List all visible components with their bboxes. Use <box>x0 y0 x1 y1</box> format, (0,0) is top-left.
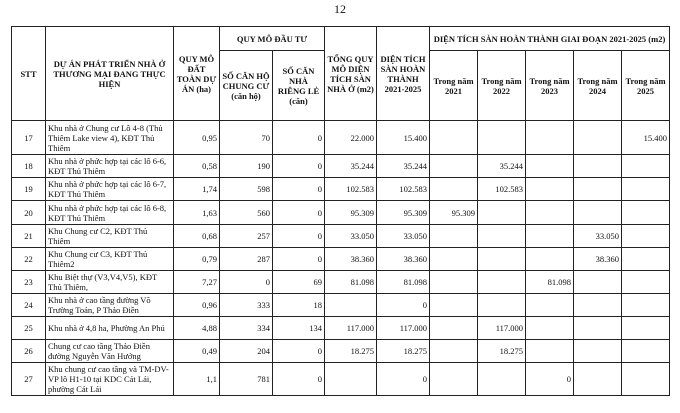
year-2023-cell <box>526 340 574 363</box>
year-2023-cell <box>526 155 574 178</box>
land-area-cell: 0,96 <box>174 294 220 317</box>
completed-floor-cell: 33.050 <box>377 225 430 248</box>
year-2021-cell <box>430 340 478 363</box>
header-apartments: SỐ CĂN HỘ CHUNG CƯ (căn hộ) <box>220 51 273 121</box>
apartments-cell: 70 <box>220 121 273 155</box>
total-floor-cell: 95.309 <box>325 201 377 225</box>
table-row <box>12 225 670 248</box>
year-2021-cell: 95.309 <box>430 201 478 225</box>
completed-floor-cell: 35.244 <box>377 155 430 178</box>
year-2022-cell <box>478 225 526 248</box>
apartments-cell: 560 <box>220 201 273 225</box>
year-2023-cell <box>526 294 574 317</box>
completed-floor-cell: 102.583 <box>377 178 430 201</box>
year-2025-cell <box>622 201 670 225</box>
stt-cell: 25 <box>12 317 46 340</box>
stt-cell: 26 <box>12 340 46 363</box>
year-2022-cell: 117.000 <box>478 317 526 340</box>
stt-cell: 24 <box>12 294 46 317</box>
year-2021-cell <box>430 317 478 340</box>
table-row <box>12 317 670 340</box>
land-area-cell: 0,95 <box>174 121 220 155</box>
total-floor-cell: 102.583 <box>325 178 377 201</box>
year-2024-cell <box>574 121 622 155</box>
page-number: 12 <box>334 2 346 16</box>
stt-cell: 18 <box>12 155 46 178</box>
year-2023-cell <box>526 225 574 248</box>
header-year-2025: Trong năm 2025 <box>622 51 670 121</box>
year-2022-cell <box>478 121 526 155</box>
apartments-cell: 204 <box>220 340 273 363</box>
year-2021-cell <box>430 178 478 201</box>
apartments-cell: 598 <box>220 178 273 201</box>
year-2022-cell: 18.275 <box>478 340 526 363</box>
year-2024-cell: 38.360 <box>574 248 622 271</box>
houses-cell: 0 <box>273 225 325 248</box>
houses-cell: 69 <box>273 271 325 294</box>
completed-floor-cell: 0 <box>377 363 430 396</box>
apartments-cell: 333 <box>220 294 273 317</box>
project-name-cell: Khu nhà ở phức hợp tại các lô 6-7, KĐT Thủ Thiêm <box>46 178 174 201</box>
header-stage: DIỆN TÍCH SÀN HOÀN THÀNH GIAI ĐOẠN 2021-2025 (m2) <box>430 27 670 51</box>
project-name-cell: Khu nhà ở phức hợp tại các lô 6-6, KĐT Thủ Thiêm <box>46 155 174 178</box>
apartments-cell: 287 <box>220 248 273 271</box>
header-year-2022: Trong năm 2022 <box>478 51 526 121</box>
table-row <box>12 363 670 396</box>
year-2025-cell: 15.400 <box>622 121 670 155</box>
year-2025-cell <box>622 248 670 271</box>
total-floor-cell: 38.360 <box>325 248 377 271</box>
year-2025-cell <box>622 271 670 294</box>
completed-floor-cell: 15.400 <box>377 121 430 155</box>
houses-cell: 134 <box>273 317 325 340</box>
year-2024-cell <box>574 178 622 201</box>
apartments-cell: 190 <box>220 155 273 178</box>
year-2023-cell <box>526 248 574 271</box>
year-2023-cell: 81.098 <box>526 271 574 294</box>
year-2024-cell <box>574 294 622 317</box>
land-area-cell: 0,49 <box>174 340 220 363</box>
project-name-cell: Khu Chung cư C2, KĐT Thủ Thiêm <box>46 225 174 248</box>
year-2021-cell <box>430 155 478 178</box>
land-area-cell: 0,79 <box>174 248 220 271</box>
header-investment-scale: QUY MÔ ĐẦU TƯ <box>220 27 325 51</box>
header-project: DỰ ÁN PHÁT TRIỂN NHÀ Ở THƯƠNG MẠI ĐANG THỰC HIỆN <box>46 27 174 121</box>
year-2021-cell <box>430 294 478 317</box>
year-2022-cell <box>478 294 526 317</box>
header-year-2023: Trong năm 2023 <box>526 51 574 121</box>
land-area-cell: 0,68 <box>174 225 220 248</box>
project-name-cell: Khu nhà ở Chung cư Lô 4-8 (Thủ Thiêm Lake view 4), KĐT Thủ Thiêm <box>46 121 174 155</box>
year-2021-cell <box>430 363 478 396</box>
total-floor-cell: 81.098 <box>325 271 377 294</box>
year-2025-cell <box>622 155 670 178</box>
year-2022-cell: 102.583 <box>478 178 526 201</box>
year-2024-cell <box>574 363 622 396</box>
stt-cell: 19 <box>12 178 46 201</box>
houses-cell: 18 <box>273 294 325 317</box>
houses-cell: 0 <box>273 363 325 396</box>
total-floor-cell: 18.275 <box>325 340 377 363</box>
houses-cell: 0 <box>273 155 325 178</box>
year-2023-cell: 0 <box>526 363 574 396</box>
apartments-cell: 257 <box>220 225 273 248</box>
apartments-cell: 781 <box>220 363 273 396</box>
year-2023-cell <box>526 178 574 201</box>
year-2022-cell <box>478 363 526 396</box>
year-2025-cell <box>622 294 670 317</box>
year-2025-cell <box>622 178 670 201</box>
land-area-cell: 7,27 <box>174 271 220 294</box>
table-row <box>12 271 670 294</box>
completed-floor-cell: 38.360 <box>377 248 430 271</box>
total-floor-cell <box>325 363 377 396</box>
year-2021-cell <box>430 271 478 294</box>
total-floor-cell <box>325 294 377 317</box>
completed-floor-cell: 95.309 <box>377 201 430 225</box>
land-area-cell: 4,88 <box>174 317 220 340</box>
table-row <box>12 340 670 363</box>
year-2023-cell <box>526 317 574 340</box>
completed-floor-cell: 0 <box>377 294 430 317</box>
year-2024-cell: 33.050 <box>574 225 622 248</box>
year-2024-cell <box>574 155 622 178</box>
apartments-cell: 334 <box>220 317 273 340</box>
apartments-cell: 0 <box>220 271 273 294</box>
stt-cell: 23 <box>12 271 46 294</box>
year-2022-cell <box>478 271 526 294</box>
year-2024-cell <box>574 201 622 225</box>
header-year-2021: Trong năm 2021 <box>430 51 478 121</box>
stt-cell: 20 <box>12 201 46 225</box>
houses-cell: 0 <box>273 340 325 363</box>
project-name-cell: Khu nhà ở cao tầng đường Võ Trường Toản, P Thảo Điền <box>46 294 174 317</box>
year-2022-cell <box>478 248 526 271</box>
stt-cell: 17 <box>12 121 46 155</box>
houses-cell: 0 <box>273 248 325 271</box>
project-name-cell: Khu nhà ở 4,8 ha, Phường An Phú <box>46 317 174 340</box>
year-2021-cell <box>430 225 478 248</box>
year-2022-cell: 35.244 <box>478 155 526 178</box>
land-area-cell: 1,63 <box>174 201 220 225</box>
total-floor-cell: 35.244 <box>325 155 377 178</box>
year-2023-cell <box>526 201 574 225</box>
year-2024-cell <box>574 317 622 340</box>
table-body <box>12 121 670 396</box>
project-name-cell: Chung cư cao tầng Thảo Điền đường Nguyễn Văn Hưởng <box>46 340 174 363</box>
year-2021-cell <box>430 121 478 155</box>
year-2021-cell <box>430 248 478 271</box>
completed-floor-cell: 117.000 <box>377 317 430 340</box>
land-area-cell: 1,1 <box>174 363 220 396</box>
year-2025-cell <box>622 225 670 248</box>
land-area-cell: 1,74 <box>174 178 220 201</box>
year-2025-cell <box>622 317 670 340</box>
header-houses: SỐ CĂN NHÀ RIÊNG LẺ (căn) <box>273 51 325 121</box>
stt-cell: 27 <box>12 363 46 396</box>
table-row <box>12 248 670 271</box>
year-2023-cell <box>526 121 574 155</box>
year-2024-cell <box>574 340 622 363</box>
houses-cell: 0 <box>273 178 325 201</box>
completed-floor-cell: 81.098 <box>377 271 430 294</box>
table-row <box>12 155 670 178</box>
table-row <box>12 178 670 201</box>
stt-cell: 22 <box>12 248 46 271</box>
total-floor-cell: 117.000 <box>325 317 377 340</box>
header-year-2024: Trong năm 2024 <box>574 51 622 121</box>
table-row <box>12 121 670 155</box>
total-floor-cell: 22.000 <box>325 121 377 155</box>
table-row <box>12 294 670 317</box>
project-name-cell: Khu chung cư cao tầng và TM-DV-VP lô H1-10 tại KDC Cát Lái, phường Cát Lái <box>46 363 174 396</box>
year-2022-cell <box>478 201 526 225</box>
header-total-floor: TỔNG QUY MÔ DIỆN TÍCH SÀN NHÀ Ở (m2) <box>325 27 377 121</box>
project-name-cell: Khu nhà ở phức hợp tại các lô 6-8, KĐT Thủ Thiêm <box>46 201 174 225</box>
year-2025-cell <box>622 340 670 363</box>
houses-cell: 0 <box>273 201 325 225</box>
header-stt: STT <box>12 27 46 121</box>
completed-floor-cell: 18.275 <box>377 340 430 363</box>
header-completed-floor: DIỆN TÍCH SÀN HOÀN THÀNH 2021-2025 <box>377 27 430 121</box>
year-2025-cell <box>622 363 670 396</box>
total-floor-cell: 33.050 <box>325 225 377 248</box>
project-name-cell: Khu Biệt thự (V3,V4,V5), KĐT Thủ Thiêm, <box>46 271 174 294</box>
header-land-scale: QUY MÔ ĐẤT TOÀN DỰ ÁN (ha) <box>174 27 220 121</box>
year-2024-cell <box>574 271 622 294</box>
houses-cell: 0 <box>273 121 325 155</box>
table-row <box>12 201 670 225</box>
housing-projects-table <box>11 26 670 396</box>
project-name-cell: Khu Chung cư C3, KĐT Thủ Thiêm2 <box>46 248 174 271</box>
stt-cell: 21 <box>12 225 46 248</box>
land-area-cell: 0,58 <box>174 155 220 178</box>
